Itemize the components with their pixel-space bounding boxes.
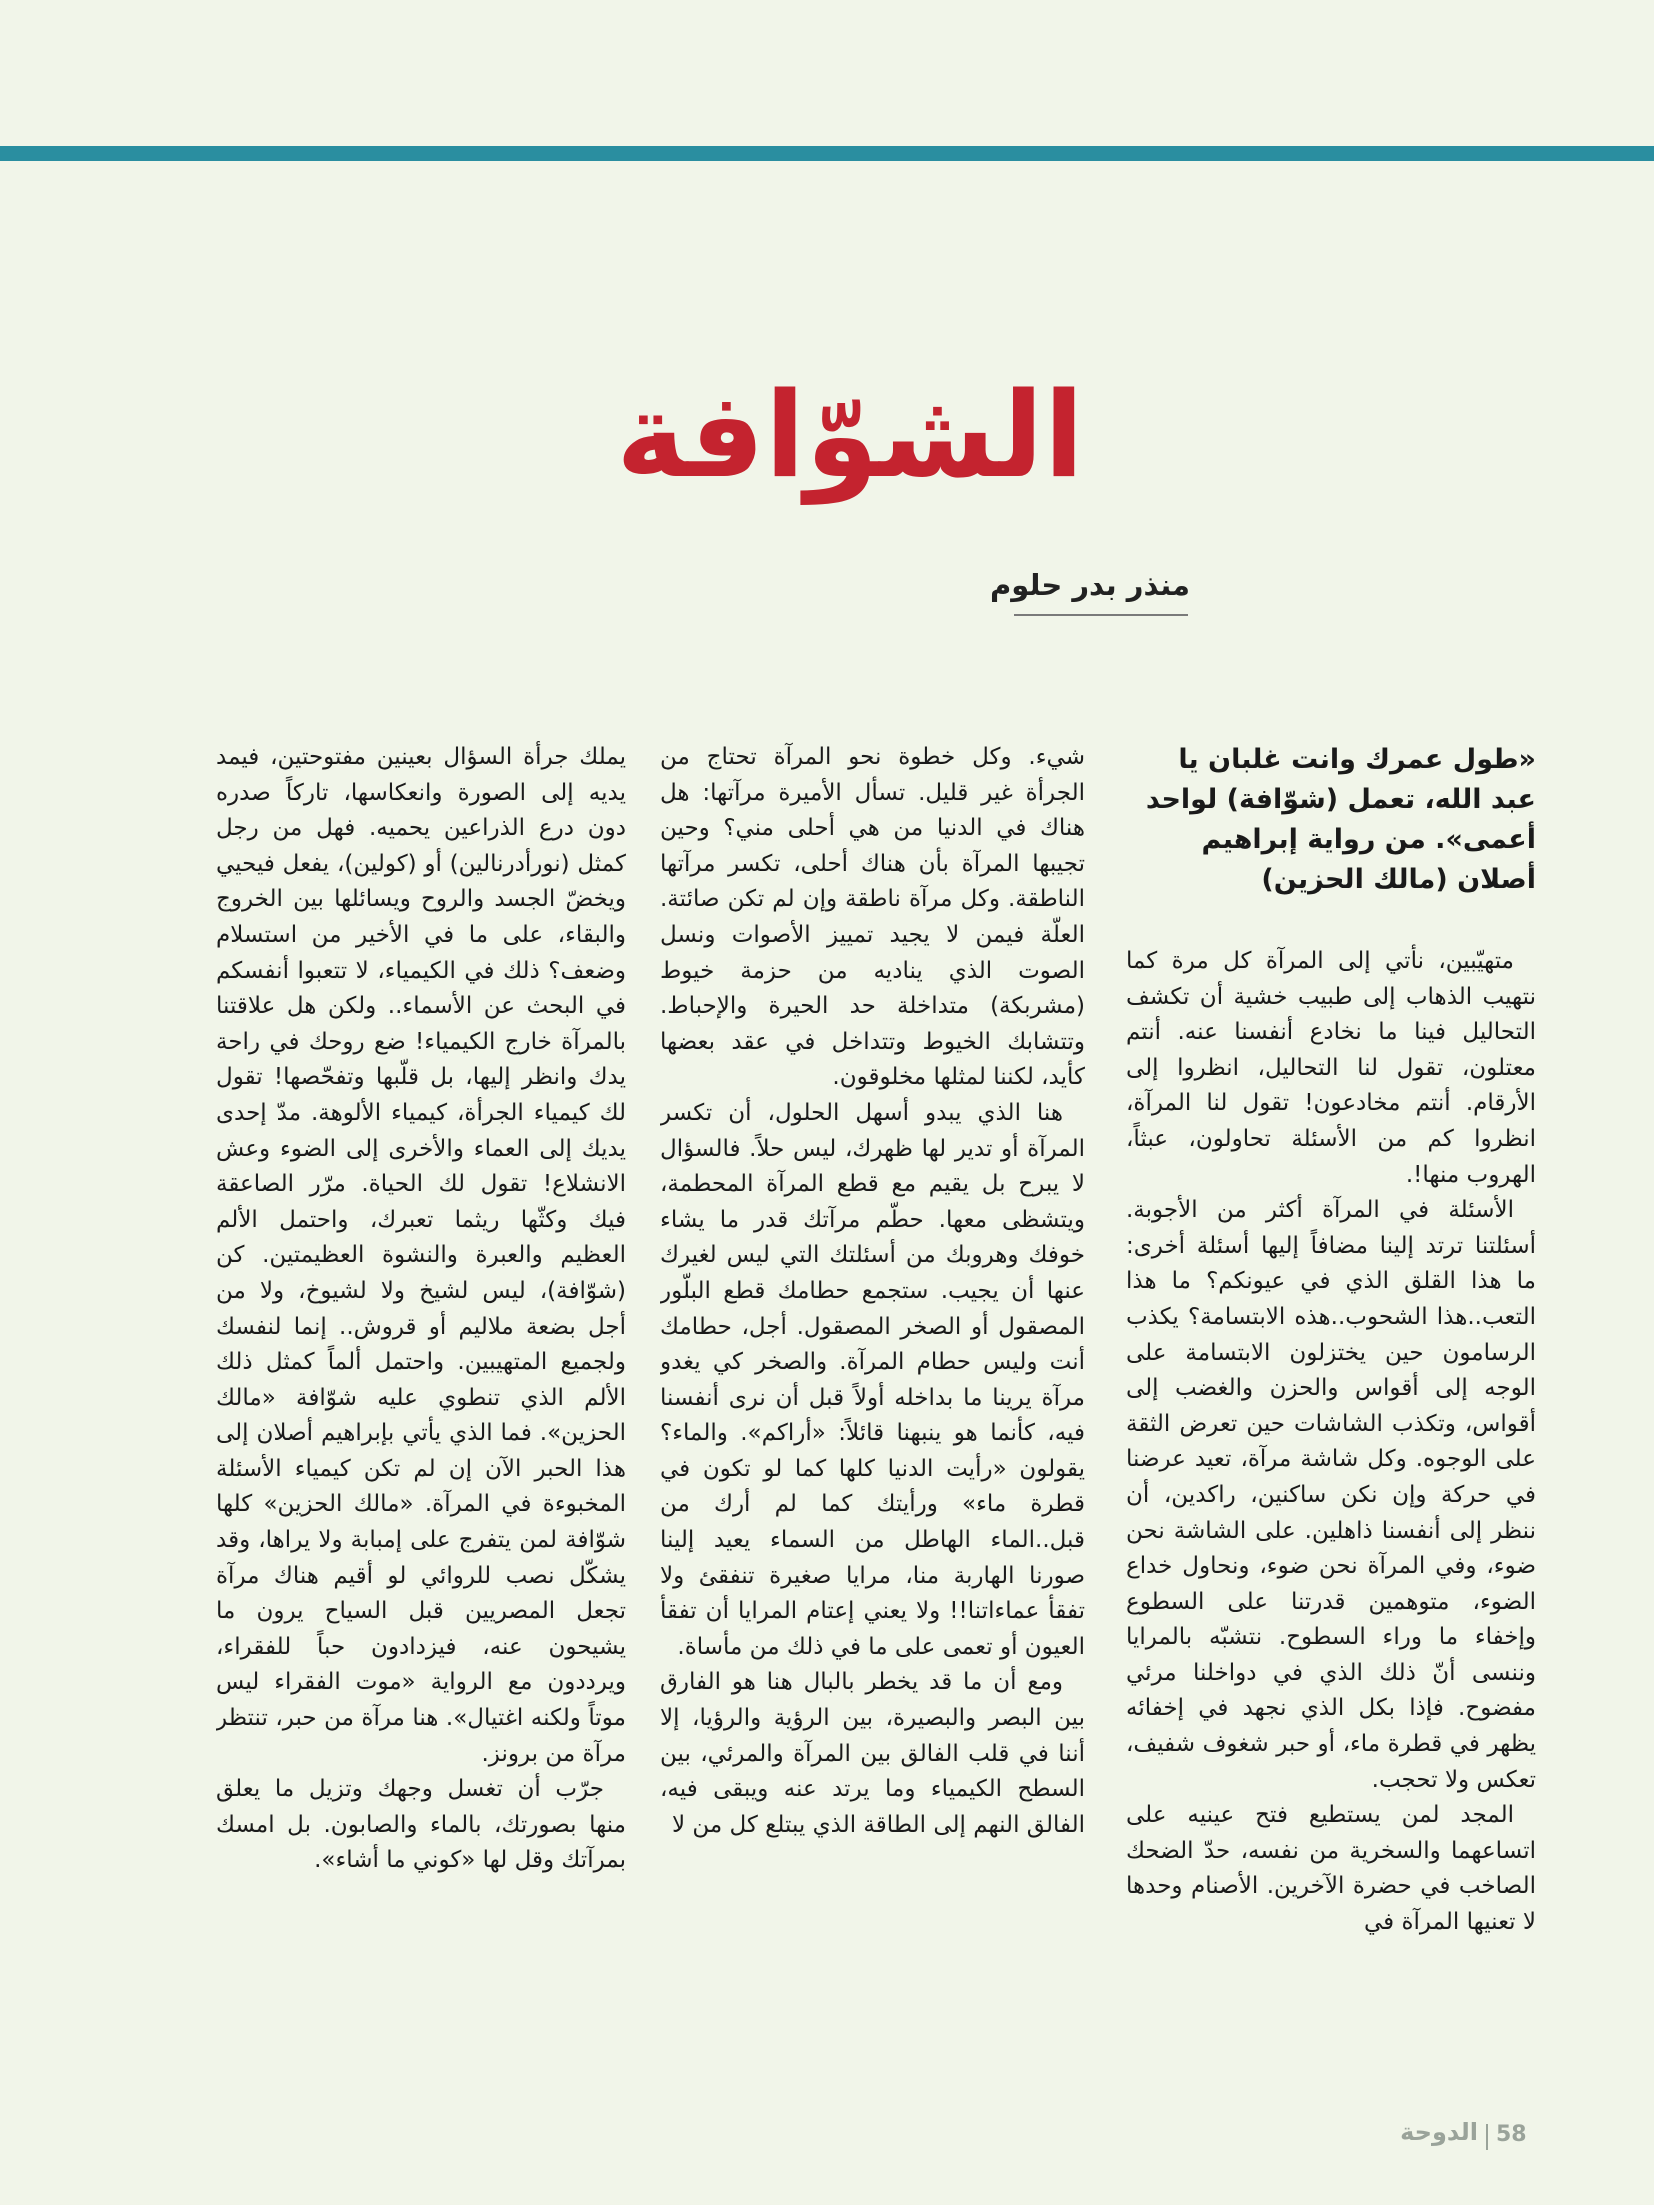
paragraph: الأسئلة في المرآة أكثر من الأجوبة. أسئلتنا ترتد إلينا مضافاً إليها أسئلة أخرى: ما هذا القلق الذي في عيونكم؟ ما هذا التعب..هذا الشحوب..هذه الابتسامة؟ يكذب الرسامون حين يختزلون الابتسامة على الوجه إلى أقواس والحزن والغضب إلى أقواس، وتكذب الشاشات حين تعرض الثقة على الوجوه. وكل شاشة مرآة، تعيد عرضنا في حركة وإن نكن ساكنين، راكدين، أن ننظر إلى أنفسنا ذاهلين. على الشاشة نحن ضوء، وفي المرآة نحن ضوء، ونحاول خداع الضوء، متوهمين قدرتنا على السطوع وإخفاء ما وراء السطوح. نتشبّه بالمرايا وننسى أنّ ذلك الذي في دواخلنا مرئي مفضوح. فإذا بكل الذي نجهد في إخفائه يظهر في قطرة ماء، أو حبر شغوف شفيف، تعكس ولا تحجب.: [1126, 1197, 1536, 1793]
author-underline: [1014, 614, 1188, 616]
paragraph: ومع أن ما قد يخطر بالبال هنا هو الفارق بين البصر والبصيرة، بين الرؤية والرؤيا، إلا أننا في قلب الفالق بين المرآة والمرئي، بين السطح الكيمياء وما يرتد عنه ويبقى فيه، الفالق النهم إلى الطاقة الذي يبتلع كل من لا: [660, 1669, 1085, 1838]
paragraph: متهيّبين، نأتي إلى المرآة كل مرة كما نتهيب الذهاب إلى طبيب خشية أن تكشف التحاليل فينا ما نخادع أنفسنا عنه. أنتم معتلون، تقول لنا التحاليل، انظروا إلى الأرقام. أنتم مخادعون! تقول لنا المرآة، انظروا كم من الأسئلة تحاولون، عبثاً، الهروب منها!.: [1126, 948, 1536, 1188]
magazine-logo: الدوحة: [1400, 2118, 1478, 2146]
author-name: منذر بدر حلوم: [990, 568, 1190, 602]
paragraph: المجد لمن يستطيع فتح عينيه على اتساعهما والسخرية من نفسه، حدّ الضحك الصاخب في حضرة الآخرين. الأصنام وحدها لا تعنيها المرآة في: [1126, 1802, 1536, 1936]
paragraph: جرّب أن تغسل وجهك وتزيل ما يعلق منها بصورتك، بالماء والصابون. بل امسك بمرآتك وقل لها «كوني ما أشاء».: [216, 1776, 626, 1874]
paragraph: هنا الذي يبدو أسهل الحلول، أن تكسر المرآة أو تدير لها ظهرك، ليس حلاً. فالسؤال لا يبرح بل يقيم مع قطع المرآة المحطمة، ويتشظى معها. حطّم مرآتك قدر ما يشاء خوفك وهروبك من أسئلتك التي ليس لغيرك عنها أن يجيب. ستجمع حطامك قطع البلّور المصقول أو الصخر المصقول. أجل، حطامك أنت وليس حطام المرآة. والصخر كي يغدو مرآة يرينا ما بداخله أولاً قبل أن نرى أنفسنا فيه، كأنما هو ينبهنا قائلاً: «أراكم». والماء؟ يقولون «رأيت الدنيا كلها كما لو تكون في قطرة ماء» ورأيتك كما لم أرك من قبل..الماء الهاطل من السماء يعيد إلينا صورنا الهاربة منا، مرايا صغيرة تنفقئ ولا تفقأ عماءاتنا!! ولا يعني إعتام المرايا أن تفقأ العيون أو تعمى على ما في ذلك من مأساة.: [660, 1099, 1085, 1660]
text-column-left: [216, 740, 626, 2080]
epigraph-quote: «طول عمرك وانت غلبان يا عبد الله، تعمل (شوّافة) لواحد أعمى». من رواية إبراهيم أصلان (مالك الحزين): [1145, 744, 1536, 895]
paragraph: شيء. وكل خطوة نحو المرآة تحتاج من الجرأة غير قليل. تسأل الأميرة مرآتها: هل هناك في الدنيا من هي أحلى مني؟ وحين تجيبها المرآة بأن هناك أحلى، تكسر مرآتها الناطقة. وكل مرآة ناطقة وإن لم تكن صائتة. العلّة فيمن لا يجيد تمييز الأصوات ونسل الصوت الذي يناديه من حزمة خيوط (مشربكة) متداخلة حد الحيرة والإحباط. وتتشابك الخيوط وتتداخل في عقد بعضها كأيد، لكننا لمثلها مخلوقون.: [660, 744, 1085, 1091]
text-column-right: [1126, 740, 1536, 2080]
page-footer: [1388, 2118, 1528, 2158]
top-accent-rule: [0, 146, 1654, 161]
article-title: الشوّافة: [615, 366, 1085, 505]
footer-divider: [1486, 2124, 1488, 2150]
paragraph: يملك جرأة السؤال بعينين مفتوحتين، فيمد يديه إلى الصورة وانعكاسها، تاركاً صدره دون درع الذراعين يحميه. فهل من رجل كمثل (نورأدرنالين) أو (كولين)، يفعل فيحيي ويخضّ الجسد والروح ويسائلها بين الخروج والبقاء، على ما في الأخير من استسلام وضعف؟ ذلك في الكيمياء، لا تتعبوا أنفسكم في البحث عن الأسماء.. ولكن هل علاقتنا بالمرآة خارج الكيمياء! ضع روحك في راحة يدك وانظر إليها، بل قلّبها وتفحّصها! تقول لك كيمياء الجرأة، كيمياء الألوهة. مدّ إحدى يديك إلى العماء والأخرى إلى الضوء وعش الانشلاع! تقول لك الحياة. مرّر الصاعقة فيك وكثّها ريثما تعبرك، واحتمل الألم العظيم والعبرة والنشوة العظيمتين. كن (شوّافة)، ليس لشيخ ولا لشيوخ، ولا من أجل بضعة ملاليم أو قروش.. إنما لنفسك ولجميع المتهيبين. واحتمل ألماً كمثل ذلك الألم الذي تنطوي عليه شوّافة «مالك الحزين». فما الذي يأتي بإبراهيم أصلان إلى هذا الحبر الآن إن لم تكن كيمياء الأسئلة المخبوءة في المرآة. «مالك الحزين» كلها شوّافة لمن يتفرج على إمبابة ولا يراها، وقد يشكّل نصب للروائي لو أقيم هناك مرآة تجعل المصريين قبل السياح يرون ما يشيحون عنه، فيزدادون حباً للفقراء، ويرددون مع الرواية «موت الفقراء ليس موتاً ولكنه اغتيال». هنا مرآة من حبر، تنتظر مرآة من برونز.: [216, 744, 626, 1767]
page-number: 58: [1496, 2122, 1527, 2147]
text-column-middle: [660, 740, 1085, 2080]
